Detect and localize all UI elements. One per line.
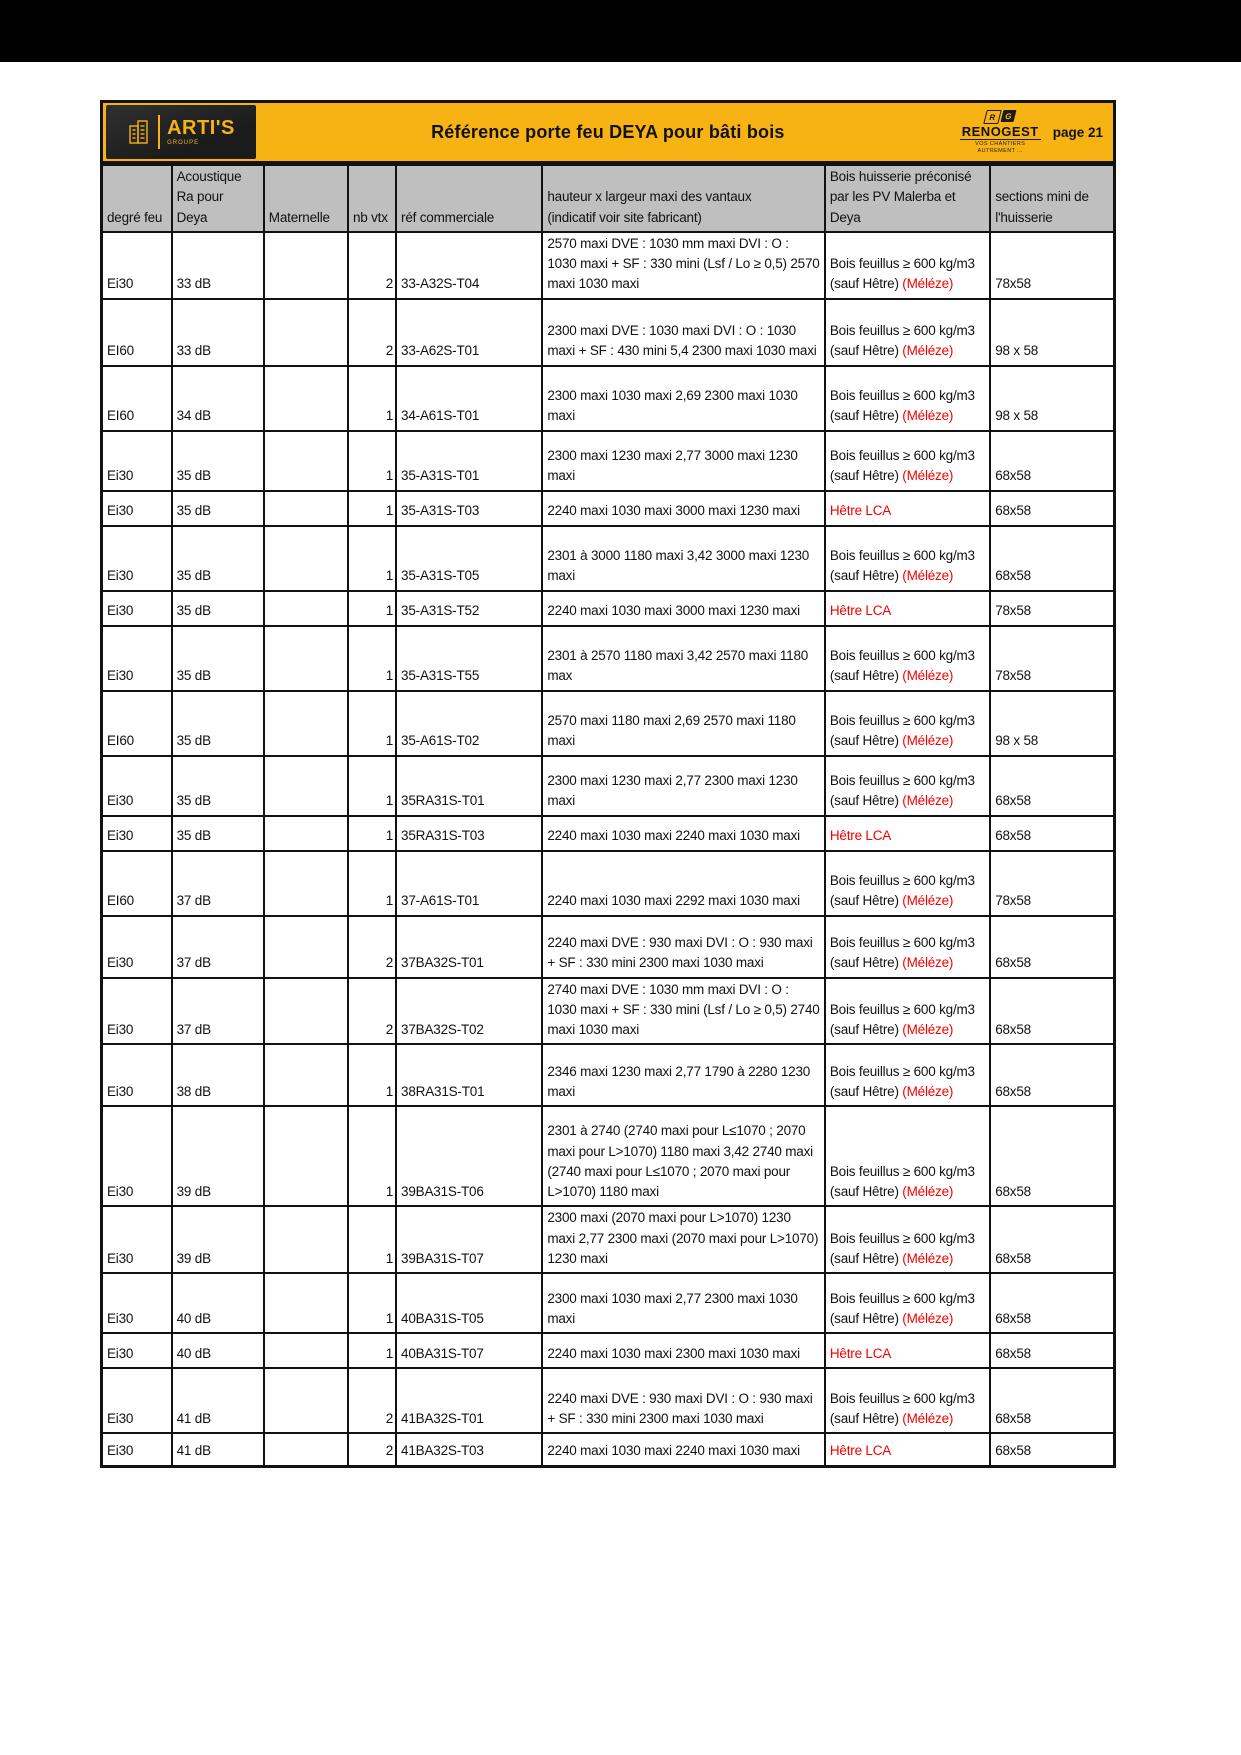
- renogest-r-icon: R: [983, 110, 1001, 124]
- cell-nb-vtx: 2: [348, 1433, 396, 1466]
- cell-ref-commerciale: 35RA31S-T01: [396, 756, 542, 816]
- cell-bois-huisserie: Bois feuillus ≥ 600 kg/m3 (sauf Hêtre) (Méléze): [825, 1273, 990, 1333]
- cell-vantaux: 2301 à 2740 (2740 maxi pour L≤1070 ; 2070 maxi pour L>1070) 1180 maxi 3,42 2740 maxi (2740 maxi pour L≤1070 ; 2070 maxi pour L>1070) 1180 maxi: [542, 1106, 825, 1206]
- table-row: [102, 1273, 1115, 1333]
- renogest-diamonds-icon: [985, 110, 1015, 124]
- table-row: [102, 1433, 1115, 1466]
- cell-degre-feu: Ei30: [102, 978, 172, 1045]
- wood-warning-text: (Méléze): [902, 343, 954, 359]
- cell-bois-huisserie: [825, 591, 990, 626]
- cell-acoustique-db: 37 dB: [172, 851, 264, 916]
- cell-maternelle: [264, 756, 348, 816]
- cell-nb-vtx: 1: [348, 1206, 396, 1273]
- cell-ref-commerciale: 41BA32S-T03: [396, 1433, 542, 1466]
- table-row: [102, 816, 1115, 851]
- cell-ref-commerciale: 37-A61S-T01: [396, 851, 542, 916]
- col-header-nb-vtx: nb vtx: [348, 165, 396, 232]
- cell-degre-feu: Ei30: [102, 1368, 172, 1433]
- cell-sections: 68x58: [990, 526, 1114, 591]
- cell-nb-vtx: 1: [348, 366, 396, 431]
- cell-ref-commerciale: 40BA31S-T07: [396, 1333, 542, 1368]
- cell-sections: 68x58: [990, 491, 1114, 526]
- cell-degre-feu: Ei30: [102, 526, 172, 591]
- cell-maternelle: [264, 626, 348, 691]
- cell-ref-commerciale: 35-A31S-T52: [396, 591, 542, 626]
- artis-logo: [106, 105, 256, 159]
- cell-bois-huisserie: Bois feuillus ≥ 600 kg/m3 (sauf Hêtre) (Méléze): [825, 1206, 990, 1273]
- cell-acoustique-db: 41 dB: [172, 1433, 264, 1466]
- wood-warning-text: (Méléze): [902, 893, 954, 909]
- cell-nb-vtx: 1: [348, 851, 396, 916]
- cell-degre-feu: EI60: [102, 851, 172, 916]
- cell-vantaux: 2300 maxi 1230 maxi 2,77 2300 maxi 1230 maxi: [542, 756, 825, 816]
- cell-sections: 98 x 58: [990, 691, 1114, 756]
- cell-vantaux: 2240 maxi DVE : 930 maxi DVI : O : 930 maxi + SF : 330 mini 2300 maxi 1030 maxi: [542, 1368, 825, 1433]
- page-number: page 21: [1052, 124, 1103, 140]
- col-header-vantaux: hauteur x largeur maxi des vantaux (indicatif voir site fabricant): [542, 165, 825, 232]
- cell-bois-huisserie: Bois feuillus ≥ 600 kg/m3 (sauf Hêtre) (Méléze): [825, 978, 990, 1045]
- cell-degre-feu: Ei30: [102, 916, 172, 978]
- cell-degre-feu: EI60: [102, 691, 172, 756]
- wood-warning-text: (Méléze): [902, 568, 954, 584]
- cell-acoustique-db: 35 dB: [172, 591, 264, 626]
- cell-nb-vtx: 2: [348, 1368, 396, 1433]
- renogest-logo-name: RENOGEST: [961, 123, 1039, 139]
- cell-sections: 68x58: [990, 1044, 1114, 1106]
- wood-warning-text: (Méléze): [902, 1310, 954, 1326]
- cell-ref-commerciale: 33-A62S-T01: [396, 299, 542, 366]
- cell-ref-commerciale: 41BA32S-T01: [396, 1368, 542, 1433]
- cell-nb-vtx: 1: [348, 756, 396, 816]
- cell-vantaux: 2740 maxi DVE : 1030 mm maxi DVI : O : 1030 maxi + SF : 330 mini (Lsf / Lo ≥ 0,5) 2740 maxi 1030 maxi: [542, 978, 825, 1045]
- cell-bois-huisserie: Bois feuillus ≥ 600 kg/m3 (sauf Hêtre) (Méléze): [825, 756, 990, 816]
- cell-degre-feu: Ei30: [102, 1206, 172, 1273]
- cell-bois-huisserie: Bois feuillus ≥ 600 kg/m3 (sauf Hêtre) (Méléze): [825, 366, 990, 431]
- cell-vantaux: 2301 à 2570 1180 maxi 3,42 2570 maxi 1180 max: [542, 626, 825, 691]
- cell-ref-commerciale: 39BA31S-T06: [396, 1106, 542, 1206]
- logo-divider: [158, 115, 160, 149]
- wood-warning-text: Hêtre LCA: [829, 828, 892, 844]
- cell-ref-commerciale: 34-A61S-T01: [396, 366, 542, 431]
- cell-acoustique-db: 41 dB: [172, 1368, 264, 1433]
- title-band: [100, 100, 1116, 163]
- renogest-g-icon: G: [1001, 110, 1017, 122]
- cell-acoustique-db: 38 dB: [172, 1044, 264, 1106]
- cell-maternelle: [264, 1106, 348, 1206]
- cell-maternelle: [264, 851, 348, 916]
- cell-maternelle: [264, 431, 348, 491]
- cell-acoustique-db: 40 dB: [172, 1333, 264, 1368]
- wood-warning-text: (Méléze): [902, 1250, 954, 1266]
- cell-sections: 78x58: [990, 591, 1114, 626]
- wood-warning-text: (Méléze): [902, 955, 954, 971]
- cell-bois-huisserie: Bois feuillus ≥ 600 kg/m3 (sauf Hêtre) (Méléze): [825, 1106, 990, 1206]
- wood-warning-text: Hêtre LCA: [829, 1443, 892, 1459]
- table-row: [102, 1333, 1115, 1368]
- cell-sections: 68x58: [990, 816, 1114, 851]
- cell-ref-commerciale: 38RA31S-T01: [396, 1044, 542, 1106]
- cell-vantaux: 2570 maxi DVE : 1030 mm maxi DVI : O : 1030 maxi + SF : 330 mini (Lsf / Lo ≥ 0,5) 2570 maxi 1030 maxi: [542, 232, 825, 299]
- cell-nb-vtx: 1: [348, 1333, 396, 1368]
- col-header-degre-feu: degré feu: [102, 165, 172, 232]
- wood-warning-text: Hêtre LCA: [829, 603, 892, 619]
- table-row: [102, 1044, 1115, 1106]
- cell-ref-commerciale: 40BA31S-T05: [396, 1273, 542, 1333]
- cell-sections: 68x58: [990, 1433, 1114, 1466]
- cell-acoustique-db: 35 dB: [172, 431, 264, 491]
- renogest-logo: [960, 110, 1041, 154]
- table-row: [102, 591, 1115, 626]
- cell-maternelle: [264, 1433, 348, 1466]
- cell-sections: 98 x 58: [990, 299, 1114, 366]
- cell-acoustique-db: 33 dB: [172, 299, 264, 366]
- cell-degre-feu: Ei30: [102, 1106, 172, 1206]
- cell-degre-feu: EI60: [102, 366, 172, 431]
- wood-warning-text: (Méléze): [902, 1084, 954, 1099]
- cell-vantaux: 2300 maxi 1030 maxi 2,77 2300 maxi 1030 maxi: [542, 1273, 825, 1333]
- cell-nb-vtx: 1: [348, 526, 396, 591]
- wood-warning-text: (Méléze): [902, 1022, 954, 1037]
- cell-degre-feu: Ei30: [102, 816, 172, 851]
- cell-nb-vtx: 1: [348, 1044, 396, 1106]
- table-row: [102, 756, 1115, 816]
- document-page: [100, 100, 1116, 1468]
- wood-warning-text: Hêtre LCA: [829, 1345, 892, 1361]
- cell-sections: 68x58: [990, 1206, 1114, 1273]
- cell-sections: 78x58: [990, 851, 1114, 916]
- cell-degre-feu: Ei30: [102, 626, 172, 691]
- cell-bois-huisserie: Bois feuillus ≥ 600 kg/m3 (sauf Hêtre) (Méléze): [825, 526, 990, 591]
- table-header: [102, 165, 1115, 232]
- cell-nb-vtx: 1: [348, 1273, 396, 1333]
- cell-maternelle: [264, 526, 348, 591]
- wood-warning-text: (Méléze): [902, 408, 954, 424]
- table-row: [102, 1368, 1115, 1433]
- cell-sections: 68x58: [990, 916, 1114, 978]
- cell-degre-feu: Ei30: [102, 232, 172, 299]
- cell-acoustique-db: 35 dB: [172, 491, 264, 526]
- cell-sections: 78x58: [990, 232, 1114, 299]
- wood-warning-text: (Méléze): [902, 793, 954, 809]
- cell-acoustique-db: 35 dB: [172, 626, 264, 691]
- cell-sections: 68x58: [990, 1368, 1114, 1433]
- table-row: [102, 366, 1115, 431]
- cell-sections: 68x58: [990, 1333, 1114, 1368]
- cell-degre-feu: Ei30: [102, 756, 172, 816]
- table-row: [102, 1106, 1115, 1206]
- cell-degre-feu: Ei30: [102, 1433, 172, 1466]
- cell-maternelle: [264, 1273, 348, 1333]
- cell-vantaux: 2240 maxi 1030 maxi 3000 maxi 1230 maxi: [542, 591, 825, 626]
- cell-acoustique-db: 40 dB: [172, 1273, 264, 1333]
- wood-warning-text: (Méléze): [902, 668, 954, 684]
- cell-bois-huisserie: Bois feuillus ≥ 600 kg/m3 (sauf Hêtre) (Méléze): [825, 1368, 990, 1433]
- cell-bois-huisserie: [825, 1333, 990, 1368]
- cell-bois-huisserie: Bois feuillus ≥ 600 kg/m3 (sauf Hêtre) (Méléze): [825, 232, 990, 299]
- col-header-maternelle: Maternelle: [264, 165, 348, 232]
- cell-nb-vtx: 1: [348, 816, 396, 851]
- cell-bois-huisserie: [825, 816, 990, 851]
- cell-maternelle: [264, 366, 348, 431]
- table-row: [102, 491, 1115, 526]
- cell-acoustique-db: 34 dB: [172, 366, 264, 431]
- cell-maternelle: [264, 491, 348, 526]
- artis-logo-name: ARTI'S: [167, 117, 235, 139]
- cell-vantaux: 2300 maxi 1230 maxi 2,77 3000 maxi 1230 maxi: [542, 431, 825, 491]
- artis-logo-subtitle: GROUPE: [167, 140, 200, 146]
- cell-acoustique-db: 33 dB: [172, 232, 264, 299]
- table-row: [102, 626, 1115, 691]
- cell-acoustique-db: 37 dB: [172, 978, 264, 1045]
- cell-ref-commerciale: 33-A32S-T04: [396, 232, 542, 299]
- table-row: [102, 431, 1115, 491]
- cell-sections: 68x58: [990, 1106, 1114, 1206]
- cell-nb-vtx: 2: [348, 978, 396, 1045]
- cell-vantaux: 2570 maxi 1180 maxi 2,69 2570 maxi 1180 maxi: [542, 691, 825, 756]
- cell-nb-vtx: 1: [348, 626, 396, 691]
- cell-maternelle: [264, 299, 348, 366]
- cell-acoustique-db: 37 dB: [172, 916, 264, 978]
- wood-warning-text: (Méléze): [902, 276, 954, 292]
- cell-acoustique-db: 35 dB: [172, 816, 264, 851]
- cell-vantaux: 2240 maxi 1030 maxi 2300 maxi 1030 maxi: [542, 1333, 825, 1368]
- wood-warning-text: Hêtre LCA: [829, 503, 892, 519]
- cell-nb-vtx: 2: [348, 232, 396, 299]
- wood-warning-text: (Méléze): [902, 1184, 954, 1199]
- cell-acoustique-db: 35 dB: [172, 756, 264, 816]
- cell-nb-vtx: 1: [348, 491, 396, 526]
- table-row: [102, 978, 1115, 1045]
- wood-warning-text: (Méléze): [902, 733, 954, 749]
- cell-ref-commerciale: 37BA32S-T02: [396, 978, 542, 1045]
- cell-ref-commerciale: 35RA31S-T03: [396, 816, 542, 851]
- cell-degre-feu: EI60: [102, 299, 172, 366]
- building-icon: [127, 118, 151, 146]
- table-row: [102, 851, 1115, 916]
- cell-bois-huisserie: Bois feuillus ≥ 600 kg/m3 (sauf Hêtre) (Méléze): [825, 916, 990, 978]
- cell-nb-vtx: 1: [348, 431, 396, 491]
- col-header-acoustique: Acoustique Ra pour Deya: [172, 165, 264, 232]
- cell-bois-huisserie: Bois feuillus ≥ 600 kg/m3 (sauf Hêtre) (Méléze): [825, 299, 990, 366]
- cell-vantaux: 2240 maxi DVE : 930 maxi DVI : O : 930 maxi + SF : 330 mini 2300 maxi 1030 maxi: [542, 916, 825, 978]
- wood-warning-text: (Méléze): [902, 468, 954, 484]
- cell-sections: 68x58: [990, 1273, 1114, 1333]
- cell-bois-huisserie: [825, 491, 990, 526]
- col-header-ref-commerciale: réf commerciale: [396, 165, 542, 232]
- cell-acoustique-db: 39 dB: [172, 1106, 264, 1206]
- cell-bois-huisserie: Bois feuillus ≥ 600 kg/m3 (sauf Hêtre) (Méléze): [825, 851, 990, 916]
- viewer-top-bar: [0, 0, 1241, 62]
- cell-vantaux: 2300 maxi DVE : 1030 maxi DVI : O : 1030 maxi + SF : 430 mini 5,4 2300 maxi 1030 maxi: [542, 299, 825, 366]
- cell-vantaux: 2300 maxi (2070 maxi pour L>1070) 1230 maxi 2,77 2300 maxi (2070 maxi pour L>1070) 1230 maxi: [542, 1206, 825, 1273]
- cell-nb-vtx: 1: [348, 591, 396, 626]
- cell-maternelle: [264, 232, 348, 299]
- cell-vantaux: 2300 maxi 1030 maxi 2,69 2300 maxi 1030 maxi: [542, 366, 825, 431]
- cell-maternelle: [264, 1368, 348, 1433]
- cell-sections: 78x58: [990, 626, 1114, 691]
- cell-vantaux: 2240 maxi 1030 maxi 2292 maxi 1030 maxi: [542, 851, 825, 916]
- cell-acoustique-db: 35 dB: [172, 526, 264, 591]
- cell-vantaux: 2301 à 3000 1180 maxi 3,42 3000 maxi 1230 maxi: [542, 526, 825, 591]
- table-row: [102, 299, 1115, 366]
- cell-bois-huisserie: [825, 1433, 990, 1466]
- cell-maternelle: [264, 978, 348, 1045]
- cell-vantaux: 2240 maxi 1030 maxi 2240 maxi 1030 maxi: [542, 816, 825, 851]
- wood-warning-text: (Méléze): [902, 1410, 954, 1426]
- cell-ref-commerciale: 35-A31S-T01: [396, 431, 542, 491]
- col-header-sections: sections mini de l'huisserie: [990, 165, 1114, 232]
- table-row: [102, 916, 1115, 978]
- cell-maternelle: [264, 591, 348, 626]
- reference-table: [100, 163, 1116, 1468]
- cell-maternelle: [264, 916, 348, 978]
- cell-nb-vtx: 1: [348, 691, 396, 756]
- cell-sections: 98 x 58: [990, 366, 1114, 431]
- cell-maternelle: [264, 1333, 348, 1368]
- cell-ref-commerciale: 35-A61S-T02: [396, 691, 542, 756]
- cell-maternelle: [264, 691, 348, 756]
- cell-vantaux: 2346 maxi 1230 maxi 2,77 1790 à 2280 1230 maxi: [542, 1044, 825, 1106]
- cell-sections: 68x58: [990, 431, 1114, 491]
- table-row: [102, 232, 1115, 299]
- col-header-bois-huisserie: Bois huisserie préconisé par les PV Malerba et Deya: [825, 165, 990, 232]
- table-body: [102, 232, 1115, 1466]
- cell-degre-feu: Ei30: [102, 591, 172, 626]
- cell-degre-feu: Ei30: [102, 431, 172, 491]
- cell-ref-commerciale: 35-A31S-T03: [396, 491, 542, 526]
- cell-bois-huisserie: Bois feuillus ≥ 600 kg/m3 (sauf Hêtre) (Méléze): [825, 691, 990, 756]
- cell-acoustique-db: 39 dB: [172, 1206, 264, 1273]
- cell-maternelle: [264, 816, 348, 851]
- cell-degre-feu: Ei30: [102, 1333, 172, 1368]
- cell-maternelle: [264, 1206, 348, 1273]
- cell-nb-vtx: 2: [348, 916, 396, 978]
- cell-sections: 68x58: [990, 978, 1114, 1045]
- cell-bois-huisserie: Bois feuillus ≥ 600 kg/m3 (sauf Hêtre) (Méléze): [825, 1044, 990, 1106]
- renogest-tagline: VOS CHANTIERS AUTREMENT ...: [975, 141, 1026, 154]
- cell-vantaux: 2240 maxi 1030 maxi 2240 maxi 1030 maxi: [542, 1433, 825, 1466]
- cell-degre-feu: Ei30: [102, 491, 172, 526]
- cell-degre-feu: Ei30: [102, 1273, 172, 1333]
- cell-ref-commerciale: 35-A31S-T55: [396, 626, 542, 691]
- cell-nb-vtx: 1: [348, 1106, 396, 1206]
- page-title: Référence porte feu DEYA pour bâti bois: [431, 121, 785, 142]
- cell-acoustique-db: 35 dB: [172, 691, 264, 756]
- table-row: [102, 691, 1115, 756]
- cell-maternelle: [264, 1044, 348, 1106]
- table-row: [102, 1206, 1115, 1273]
- cell-ref-commerciale: 39BA31S-T07: [396, 1206, 542, 1273]
- cell-sections: 68x58: [990, 756, 1114, 816]
- cell-vantaux: 2240 maxi 1030 maxi 3000 maxi 1230 maxi: [542, 491, 825, 526]
- cell-bois-huisserie: Bois feuillus ≥ 600 kg/m3 (sauf Hêtre) (Méléze): [825, 626, 990, 691]
- cell-ref-commerciale: 35-A31S-T05: [396, 526, 542, 591]
- cell-ref-commerciale: 37BA32S-T01: [396, 916, 542, 978]
- cell-degre-feu: Ei30: [102, 1044, 172, 1106]
- cell-nb-vtx: 2: [348, 299, 396, 366]
- cell-bois-huisserie: Bois feuillus ≥ 600 kg/m3 (sauf Hêtre) (Méléze): [825, 431, 990, 491]
- table-row: [102, 526, 1115, 591]
